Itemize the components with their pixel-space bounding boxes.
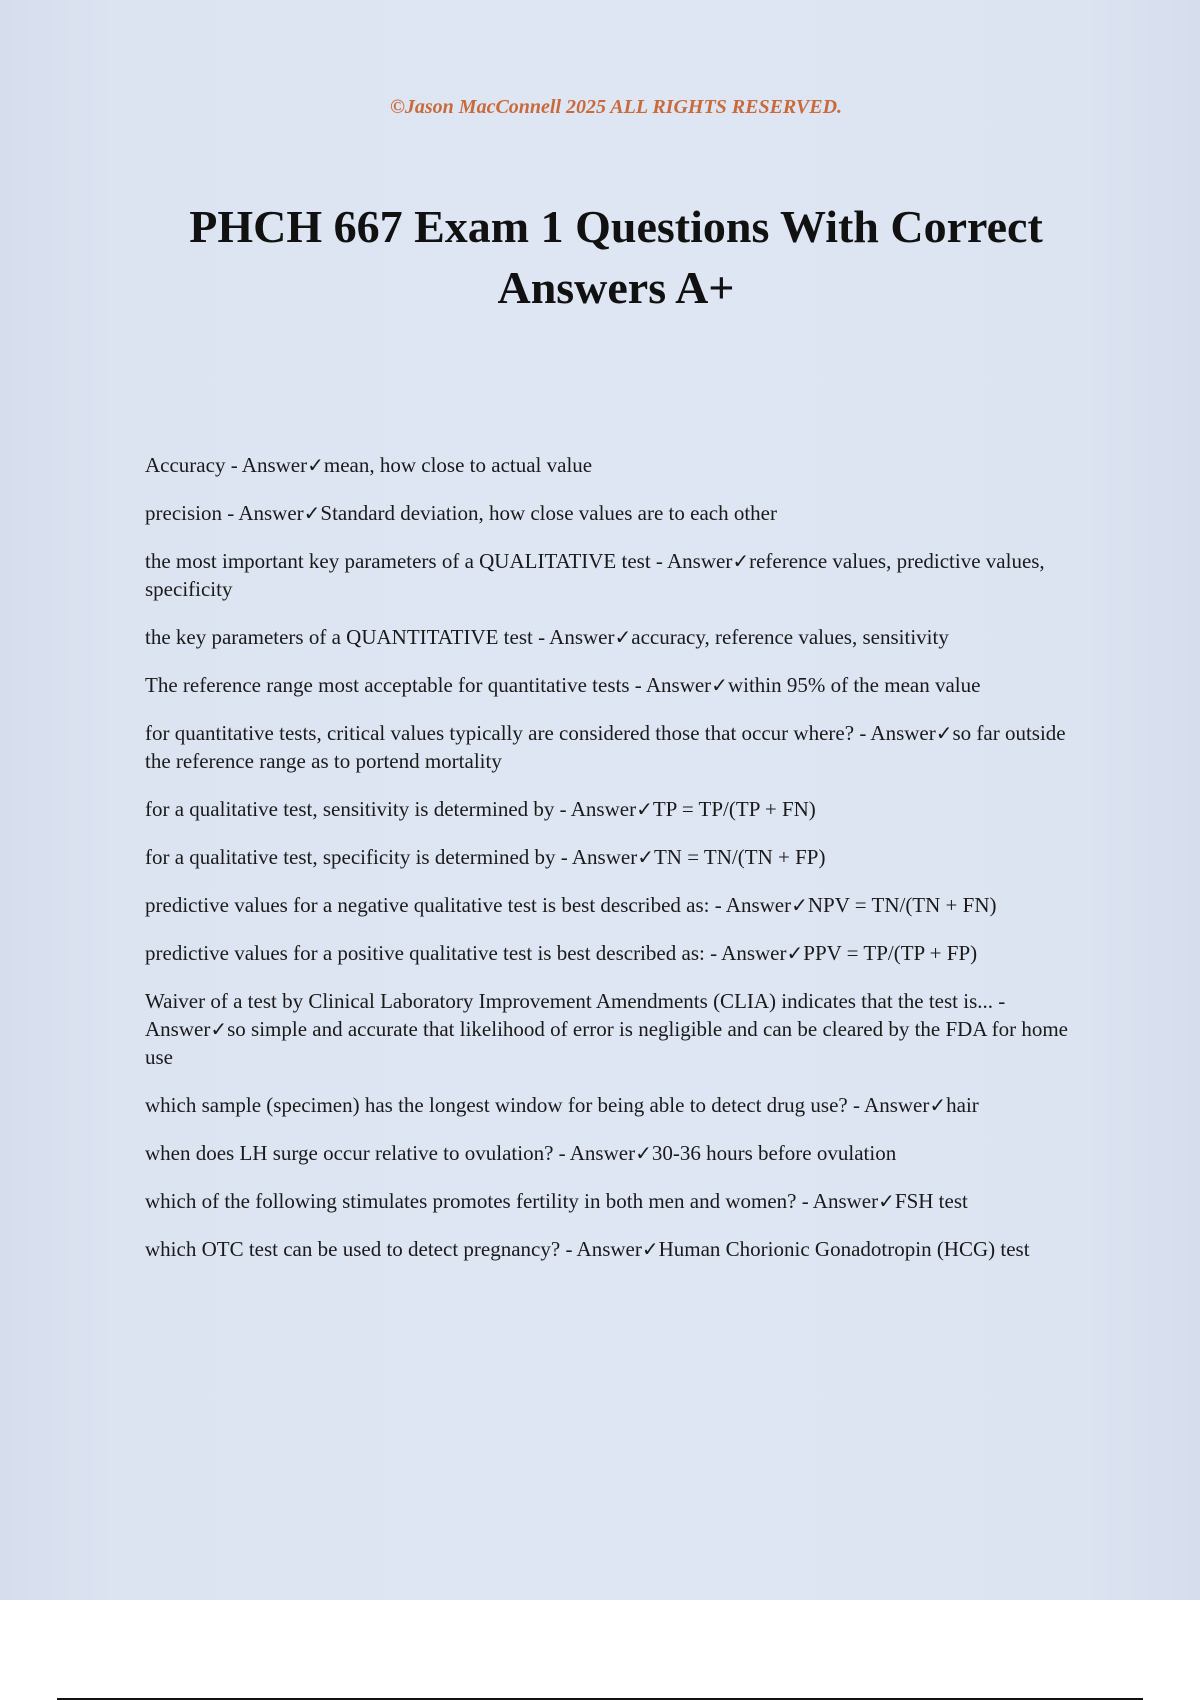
qa-item xyxy=(145,499,1090,527)
answer-label: - Answer xyxy=(221,501,304,525)
question-text: for a qualitative test, sensitivity is determined by xyxy=(145,797,555,821)
qa-item xyxy=(145,1091,1090,1119)
question-text: precision xyxy=(145,501,222,525)
question-text: The reference range most acceptable for quantitative tests xyxy=(145,673,630,697)
check-mark-icon: ✓ xyxy=(786,941,804,965)
document-title: PHCH 667 Exam 1 Questions With Correct Answers A+ xyxy=(189,201,1043,313)
question-answer-list xyxy=(145,451,1090,1283)
qa-item xyxy=(145,547,1090,603)
answer-text: 30-36 hours before ovulation xyxy=(651,1141,897,1165)
check-mark-icon: ✓ xyxy=(303,501,321,525)
answer-label: - Answer xyxy=(532,625,615,649)
check-mark-icon: ✓ xyxy=(637,845,654,869)
answer-text: NPV = TN/(TN + FN) xyxy=(807,893,997,917)
question-text: which OTC test can be used to detect pregnancy? xyxy=(145,1237,561,1261)
answer-label: - Answer xyxy=(629,673,712,697)
answer-text: TP = TP/(TP + FN) xyxy=(652,797,816,821)
check-mark-icon: ✓ xyxy=(210,1017,228,1041)
check-mark-icon: ✓ xyxy=(641,1237,659,1261)
answer-text: TN = TN/(TN + FP) xyxy=(653,845,826,869)
question-text: for quantitative tests, critical values typically are considered those that occur where? xyxy=(145,721,855,745)
check-mark-icon: ✓ xyxy=(636,797,653,821)
question-text: Accuracy xyxy=(145,453,226,477)
qa-item xyxy=(145,1187,1090,1215)
answer-text: so far outside the reference range as to portend mortality xyxy=(145,721,1066,773)
answer-label: - Answer xyxy=(225,453,308,477)
question-text: predictive values for a negative qualitative test is best described as: xyxy=(145,893,710,917)
question-text: which of the following stimulates promotes fertility in both men and women? xyxy=(145,1189,797,1213)
qa-item xyxy=(145,719,1090,775)
question-text: predictive values for a positive qualitative test is best described as: xyxy=(145,941,705,965)
question-text: when does LH surge occur relative to ovulation? xyxy=(145,1141,554,1165)
answer-text: mean, how close to actual value xyxy=(323,453,593,477)
answer-text: Standard deviation, how close values are to each other xyxy=(320,501,777,525)
qa-item xyxy=(145,623,1090,651)
qa-item xyxy=(145,451,1090,479)
answer-label: - Answer xyxy=(560,1237,642,1261)
answer-label: - Answer xyxy=(553,1141,636,1165)
qa-item xyxy=(145,1139,1090,1167)
answer-text: hair xyxy=(946,1093,979,1117)
answer-label: - Answer xyxy=(650,549,733,573)
answer-text: reference values, predictive values, specificity xyxy=(145,549,1045,601)
check-mark-icon: ✓ xyxy=(929,1093,947,1117)
check-mark-icon: ✓ xyxy=(732,549,750,573)
check-mark-icon: ✓ xyxy=(307,453,324,477)
answer-label: - Answer xyxy=(554,797,637,821)
question-text: which sample (specimen) has the longest window for being able to detect drug use? xyxy=(145,1093,848,1117)
answer-text: accuracy, reference values, sensitivity xyxy=(631,625,949,649)
question-text: for a qualitative test, specificity is determined by xyxy=(145,845,556,869)
qa-item xyxy=(145,891,1090,919)
check-mark-icon: ✓ xyxy=(935,721,953,745)
answer-text: PPV = TP/(TP + FP) xyxy=(803,941,978,965)
answer-label: - Answer xyxy=(555,845,638,869)
answer-label: - Answer xyxy=(709,893,792,917)
answer-label: - Answer xyxy=(796,1189,879,1213)
answer-text: within 95% of the mean value xyxy=(727,673,981,697)
answer-label: - Answer xyxy=(145,989,1006,1041)
qa-item xyxy=(145,1235,1090,1263)
check-mark-icon: ✓ xyxy=(791,893,808,917)
answer-text: FSH test xyxy=(894,1189,968,1213)
answer-label: - Answer xyxy=(704,941,787,965)
qa-item xyxy=(145,795,1090,823)
answer-text: so simple and accurate that likelihood of error is negligible and can be cleared by the FDA for home use xyxy=(145,1017,1068,1069)
check-mark-icon: ✓ xyxy=(878,1189,895,1213)
answer-label: - Answer xyxy=(854,721,936,745)
question-text: the key parameters of a QUANTITATIVE test xyxy=(145,625,533,649)
copyright-notice: ©Jason MacConnell 2025 ALL RIGHTS RESERVED. xyxy=(389,96,843,118)
check-mark-icon: ✓ xyxy=(635,1141,652,1165)
qa-item xyxy=(145,939,1090,967)
qa-item xyxy=(145,843,1090,871)
question-text: Waiver of a test by Clinical Laboratory Improvement Amendments (CLIA) indicates that the test is... xyxy=(145,989,993,1013)
check-mark-icon: ✓ xyxy=(614,625,632,649)
qa-item xyxy=(145,671,1090,699)
check-mark-icon: ✓ xyxy=(711,673,728,697)
answer-text: Human Chorionic Gonadotropin (HCG) test xyxy=(658,1237,1030,1261)
qa-item xyxy=(145,987,1090,1071)
answer-label: - Answer xyxy=(847,1093,930,1117)
question-text: the most important key parameters of a QUALITATIVE test xyxy=(145,549,651,573)
